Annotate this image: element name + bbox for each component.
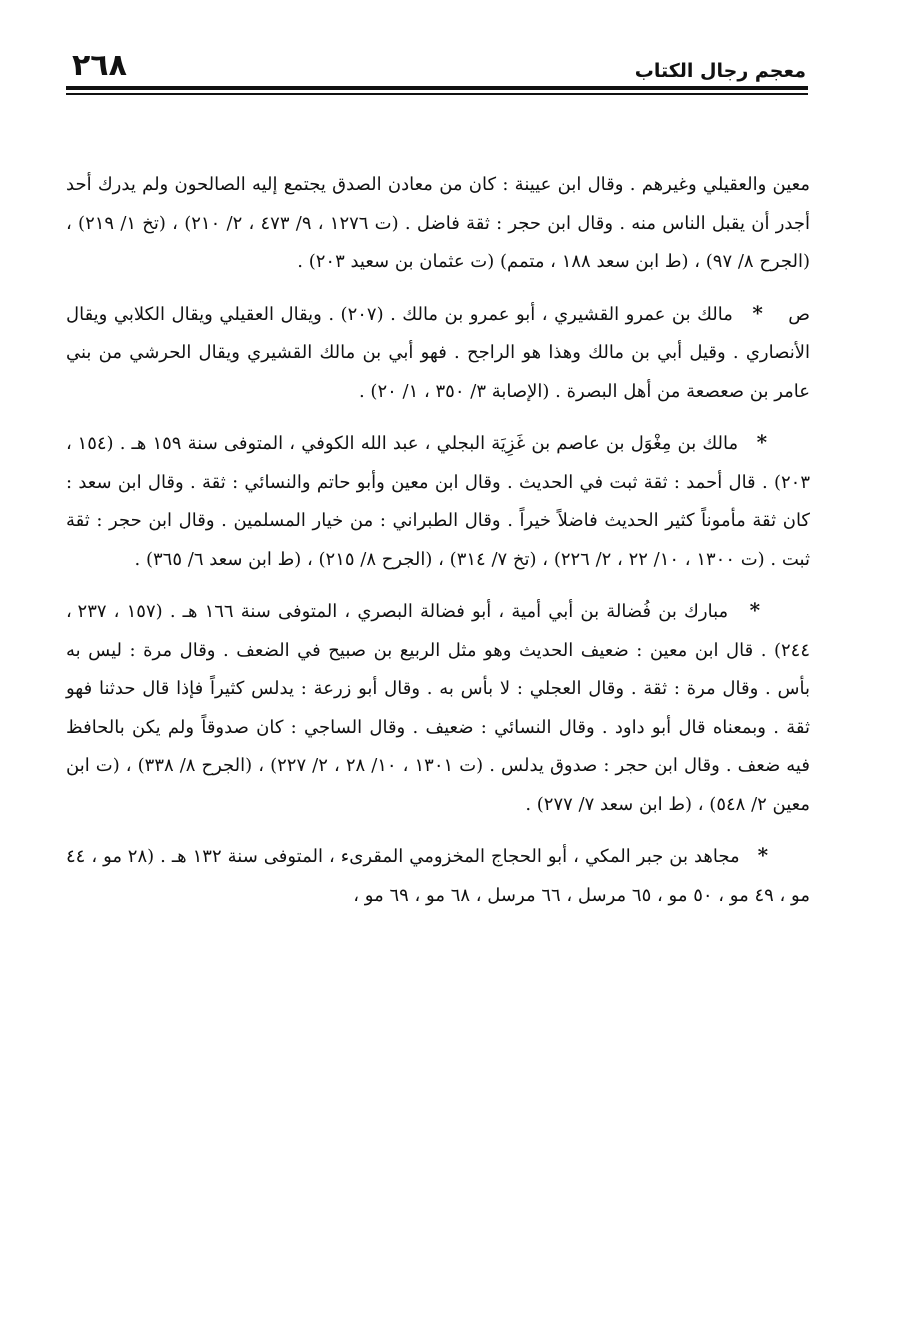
entry-text: مالك بن مِغْوَل بن عاصم بن غَزِيَة البجلي ، عبد الله الكوفي ، المتوفى سنة ١٥٩ هـ . (١٥٤ ، ٢٠٣) . قال أحمد : ثقة ثبت في الحديث . وقال ابن معين وأبو حاتم والنسائي : ثقة . وقال ابن سعد : كان ثقة مأموناً كثير الحديث فاضلاً خيراً . وقال الطبراني : من خيار المسلمين . وقال ابن حجر : ثقة ثبت . (ت ١٣٠٠ ، ١٠/ ٢٢ ، ٢/ ٢٢٦) ، (تخ ٧/ ٣١٤) ، (الجرح ٨/ ٢١٥) ، (ط ابن سعد ٦/ ٣٦٥) . — [66, 433, 810, 570]
header-rule-thick — [66, 86, 808, 90]
page-number: ٢٦٨ — [72, 48, 127, 83]
page-body — [66, 166, 810, 915]
entry-star: * — [756, 430, 768, 454]
entry-mujahid-ibn-jabr — [66, 836, 810, 915]
entry-star: * — [752, 300, 763, 325]
header-rule-thin — [66, 93, 808, 95]
entry-mubarak-ibn-fudala — [66, 591, 810, 824]
entry-star: * — [749, 598, 761, 622]
entry-text: مجاهد بن جبر المكي ، أبو الحجاج المخزومي المقرىء ، المتوفى سنة ١٣٢ هـ . (٢٨ مو ، ٤٤ مو ، ٤٩ مو ، ٥٠ مو ، ٦٥ مرسل ، ٦٦ مرسل ، ٦٨ مو ، ٦٩ مو ، — [66, 846, 810, 906]
entry-text: مبارك بن فُضالة بن أبي أمية ، أبو فضالة البصري ، المتوفى سنة ١٦٦ هـ . (١٥٧ ، ٢٣٧ ، ٢٤٤) . قال ابن معين : ضعيف الحديث وهو مثل الربيع بن صبيح في الضعف . وقال مرة : ليس به بأس . وقال مرة : ثقة . وقال العجلي : لا بأس به . وقال أبو زرعة : يدلس كثيراً فإذا قال حدثنا فهو ثقة . وبمعناه قال أبو داود . وقال النسائي : ضعيف . وقال الساجي : كان صدوقاً ولم يكن بالحافظ فيه ضعف . وقال ابن حجر : صدوق يدلس . (ت ١٣٠١ ، ١٠/ ٢٨ ، ٢/ ٢٢٧) ، (الجرح ٨/ ٣٣٨) ، (ت ابن معين ٢/ ٥٤٨) ، (ط ابن سعد ٧/ ٢٧٧) . — [66, 601, 810, 815]
entry-marker: ص — [788, 303, 810, 325]
entry-star: * — [757, 843, 769, 867]
entry-continuation — [66, 166, 810, 282]
page-header — [66, 48, 808, 98]
entry-malik-ibn-mighwal — [66, 423, 810, 579]
entry-text: معين والعقيلي وغيرهم . وقال ابن عيينة : كان من معادن الصدق يجتمع إليه الصالحون ولم يدرك أحد أجدر أن يقبل الناس منه . وقال ابن حجر : ثقة فاضل . (ت ١٢٧٦ ، ٩/ ٤٧٣ ، ٢/ ٢١٠) ، (تخ ١/ ٢١٩) ، (الجرح ٨/ ٩٧) ، (ط ابن سعد ١٨٨ ، متمم) (ت عثمان بن سعيد ٢٠٣) . — [66, 174, 810, 272]
entry-malik-ibn-amr — [66, 294, 810, 412]
entry-text: مالك بن عمرو القشيري ، أبو عمرو بن مالك . (٢٠٧) . ويقال العقيلي ويقال الكلابي ويقال الأنصاري . وقيل أبي بن مالك وهذا هو الراجح . فهو أبي بن مالك القشيري ويقال الحرشي من بني عامر بن صعصعة من أهل البصرة . (الإصابة ٣/ ٣٥٠ ، ١/ ٢٠) . — [66, 303, 810, 402]
book-title: معجم رجال الكتاب — [634, 60, 806, 82]
